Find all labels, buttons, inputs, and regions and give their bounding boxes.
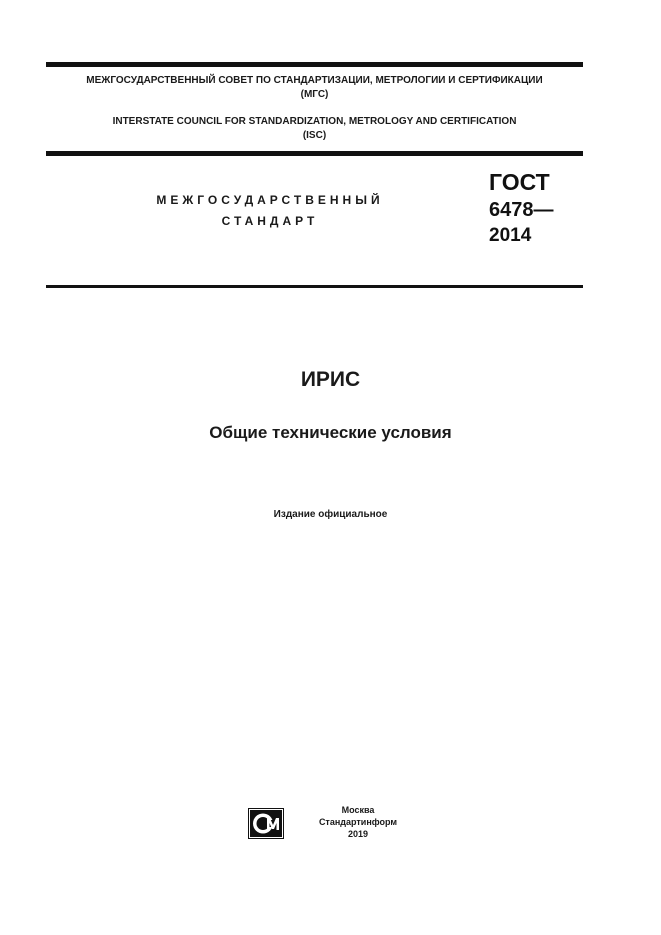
council-abbr-en: (ISC) — [302, 130, 327, 141]
publisher-name: Стандартинформ — [318, 817, 398, 827]
document-subtitle: Общие технические условия — [209, 423, 452, 442]
standard-type-line2: СТАНДАРТ — [221, 214, 319, 228]
publisher-year: 2019 — [347, 829, 369, 839]
document-title: ИРИС — [300, 368, 361, 391]
council-name-en — [46, 115, 583, 143]
council-name-en-text: INTERSTATE COUNCIL FOR STANDARDIZATION, METROLOGY AND CERTIFICATION — [112, 116, 517, 127]
council-abbr-ru: (МГС) — [300, 89, 329, 100]
standard-type-line1: МЕЖГОСУДАРСТВЕННЫЙ — [156, 193, 384, 207]
standard-designation — [489, 168, 554, 248]
middle-divider — [46, 151, 583, 156]
publisher-block — [246, 804, 406, 842]
top-divider — [46, 62, 583, 67]
council-name-ru — [46, 74, 583, 102]
designation-prefix: ГОСТ — [489, 169, 550, 195]
bottom-divider — [46, 285, 583, 288]
publisher-city: Москва — [341, 805, 375, 815]
publisher-text — [308, 804, 408, 840]
council-name-ru-text: МЕЖГОСУДАРСТВЕННЫЙ СОВЕТ ПО СТАНДАРТИЗАЦИИ, МЕТРОЛОГИИ И СЕРТИФИКАЦИИ — [86, 75, 543, 86]
designation-year: 2014 — [489, 225, 532, 246]
standartinform-logo-icon — [248, 808, 284, 839]
designation-number: 6478— — [489, 199, 554, 221]
edition-note: Издание официальное — [273, 509, 388, 520]
